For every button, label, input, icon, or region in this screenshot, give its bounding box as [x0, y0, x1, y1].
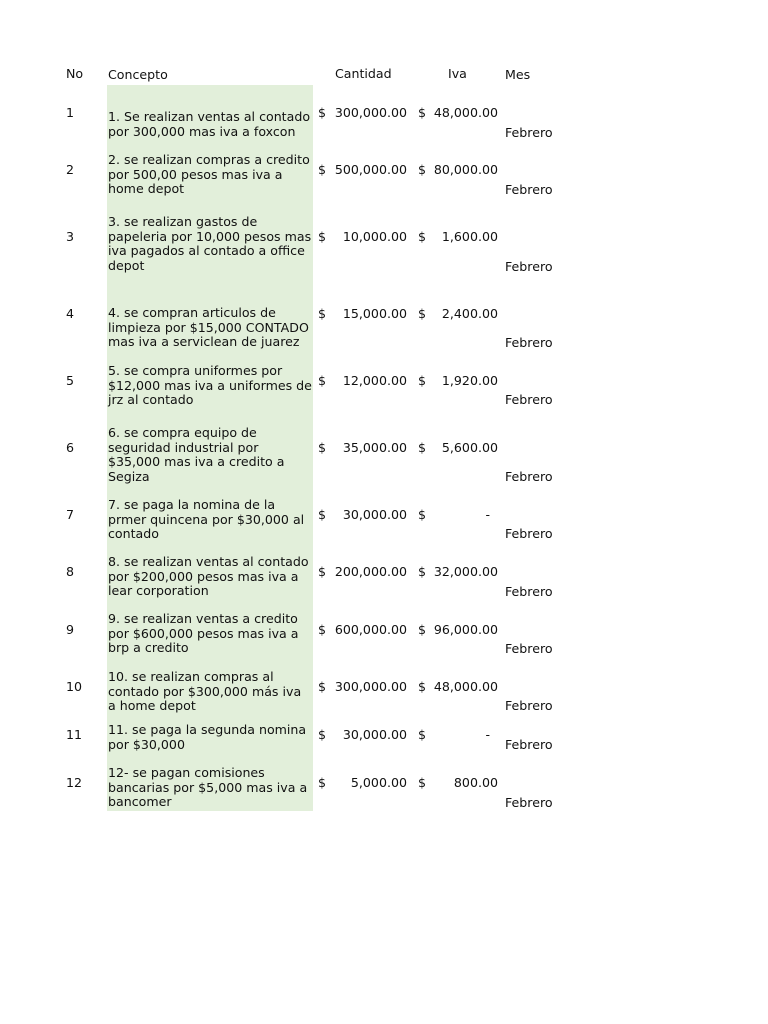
row-iva: 80,000.00 [433, 162, 498, 177]
row-cantidad: 5,000.00 [350, 775, 407, 790]
row-cantidad: 500,000.00 [334, 162, 407, 177]
cantidad-currency: $ [318, 306, 327, 321]
row-concepto: 12- se pagan comisiones bancarias por $5,000 mas iva a bancomer [108, 765, 308, 810]
row-iva: - [485, 507, 490, 522]
row-cantidad: 300,000.00 [334, 105, 407, 120]
iva-currency: $ [418, 727, 427, 742]
row-iva: 5,600.00 [441, 440, 498, 455]
row-iva: 32,000.00 [433, 564, 498, 579]
row-mes: Febrero [505, 698, 553, 713]
row-no: 6 [66, 440, 75, 455]
cantidad-currency: $ [318, 440, 327, 455]
row-no: 3 [66, 229, 75, 244]
iva-currency: $ [418, 229, 427, 244]
row-concepto: 2. se realizan compras a credito por 500,00 pesos mas iva a home depot [108, 152, 310, 197]
row-concepto: 9. se realizan ventas a credito por $600,000 pesos mas iva a brp a credito [108, 611, 299, 656]
cantidad-currency: $ [318, 679, 327, 694]
row-mes: Febrero [505, 125, 553, 140]
cantidad-currency: $ [318, 162, 327, 177]
row-concepto: 8. se realizan ventas al contado por $200,000 pesos mas iva a lear corporation [108, 554, 309, 599]
cantidad-currency: $ [318, 373, 327, 388]
row-no: 11 [66, 727, 83, 742]
row-concepto: 5. se compra uniformes por $12,000 mas iva a uniformes de jrz al contado [108, 363, 312, 408]
iva-currency: $ [418, 306, 427, 321]
row-concepto: 3. se realizan gastos de papeleria por 10,000 pesos mas iva pagados al contado a office depot [108, 214, 312, 273]
row-concepto: 4. se compran articulos de limpieza por $15,000 CONTADO mas iva a serviclean de juarez [108, 305, 309, 350]
row-no: 1 [66, 105, 75, 120]
row-iva: 1,920.00 [441, 373, 498, 388]
cantidad-currency: $ [318, 564, 327, 579]
row-no: 12 [66, 775, 83, 790]
row-iva: 2,400.00 [441, 306, 498, 321]
row-cantidad: 35,000.00 [342, 440, 407, 455]
iva-currency: $ [418, 679, 427, 694]
row-mes: Febrero [505, 182, 553, 197]
cantidad-currency: $ [318, 775, 327, 790]
row-mes: Febrero [505, 641, 553, 656]
row-cantidad: 30,000.00 [342, 727, 407, 742]
iva-currency: $ [418, 622, 427, 637]
row-iva: 48,000.00 [433, 105, 498, 120]
header-mes: Mes [505, 67, 531, 82]
row-concepto: 10. se realizan compras al contado por $300,000 más iva a home depot [108, 669, 302, 714]
row-cantidad: 600,000.00 [334, 622, 407, 637]
row-iva: 96,000.00 [433, 622, 498, 637]
header-concepto: Concepto [108, 67, 168, 82]
row-cantidad: 30,000.00 [342, 507, 407, 522]
row-no: 5 [66, 373, 75, 388]
row-iva: 48,000.00 [433, 679, 498, 694]
cantidad-currency: $ [318, 105, 327, 120]
row-no: 8 [66, 564, 75, 579]
row-mes: Febrero [505, 392, 553, 407]
row-no: 10 [66, 679, 83, 694]
row-mes: Febrero [505, 795, 553, 810]
row-iva: 1,600.00 [441, 229, 498, 244]
row-no: 2 [66, 162, 75, 177]
iva-currency: $ [418, 775, 427, 790]
header-no: No [66, 66, 84, 81]
cantidad-currency: $ [318, 727, 327, 742]
iva-currency: $ [418, 440, 427, 455]
header-cantidad: Cantidad [335, 66, 392, 81]
row-concepto: 11. se paga la segunda nomina por $30,000 [108, 722, 307, 752]
cantidad-currency: $ [318, 622, 327, 637]
row-mes: Febrero [505, 526, 553, 541]
row-concepto: 1. Se realizan ventas al contado por 300,000 mas iva a foxcon [108, 109, 311, 139]
row-no: 4 [66, 306, 75, 321]
row-mes: Febrero [505, 335, 553, 350]
row-mes: Febrero [505, 259, 553, 274]
row-mes: Febrero [505, 737, 553, 752]
iva-currency: $ [418, 105, 427, 120]
iva-currency: $ [418, 162, 427, 177]
row-concepto: 6. se compra equipo de seguridad industrial por $35,000 mas iva a credito a Segiza [108, 425, 285, 484]
row-iva: - [485, 727, 490, 742]
row-cantidad: 200,000.00 [334, 564, 407, 579]
row-no: 9 [66, 622, 75, 637]
row-cantidad: 10,000.00 [342, 229, 407, 244]
row-mes: Febrero [505, 584, 553, 599]
row-cantidad: 15,000.00 [342, 306, 407, 321]
row-no: 7 [66, 507, 75, 522]
row-cantidad: 12,000.00 [342, 373, 407, 388]
row-concepto: 7. se paga la nomina de la prmer quincena por $30,000 al contado [108, 497, 305, 542]
cantidad-currency: $ [318, 507, 327, 522]
row-iva: 800.00 [453, 775, 498, 790]
row-mes: Febrero [505, 469, 553, 484]
iva-currency: $ [418, 564, 427, 579]
row-cantidad: 300,000.00 [334, 679, 407, 694]
cantidad-currency: $ [318, 229, 327, 244]
header-iva: Iva [448, 66, 467, 81]
iva-currency: $ [418, 507, 427, 522]
iva-currency: $ [418, 373, 427, 388]
